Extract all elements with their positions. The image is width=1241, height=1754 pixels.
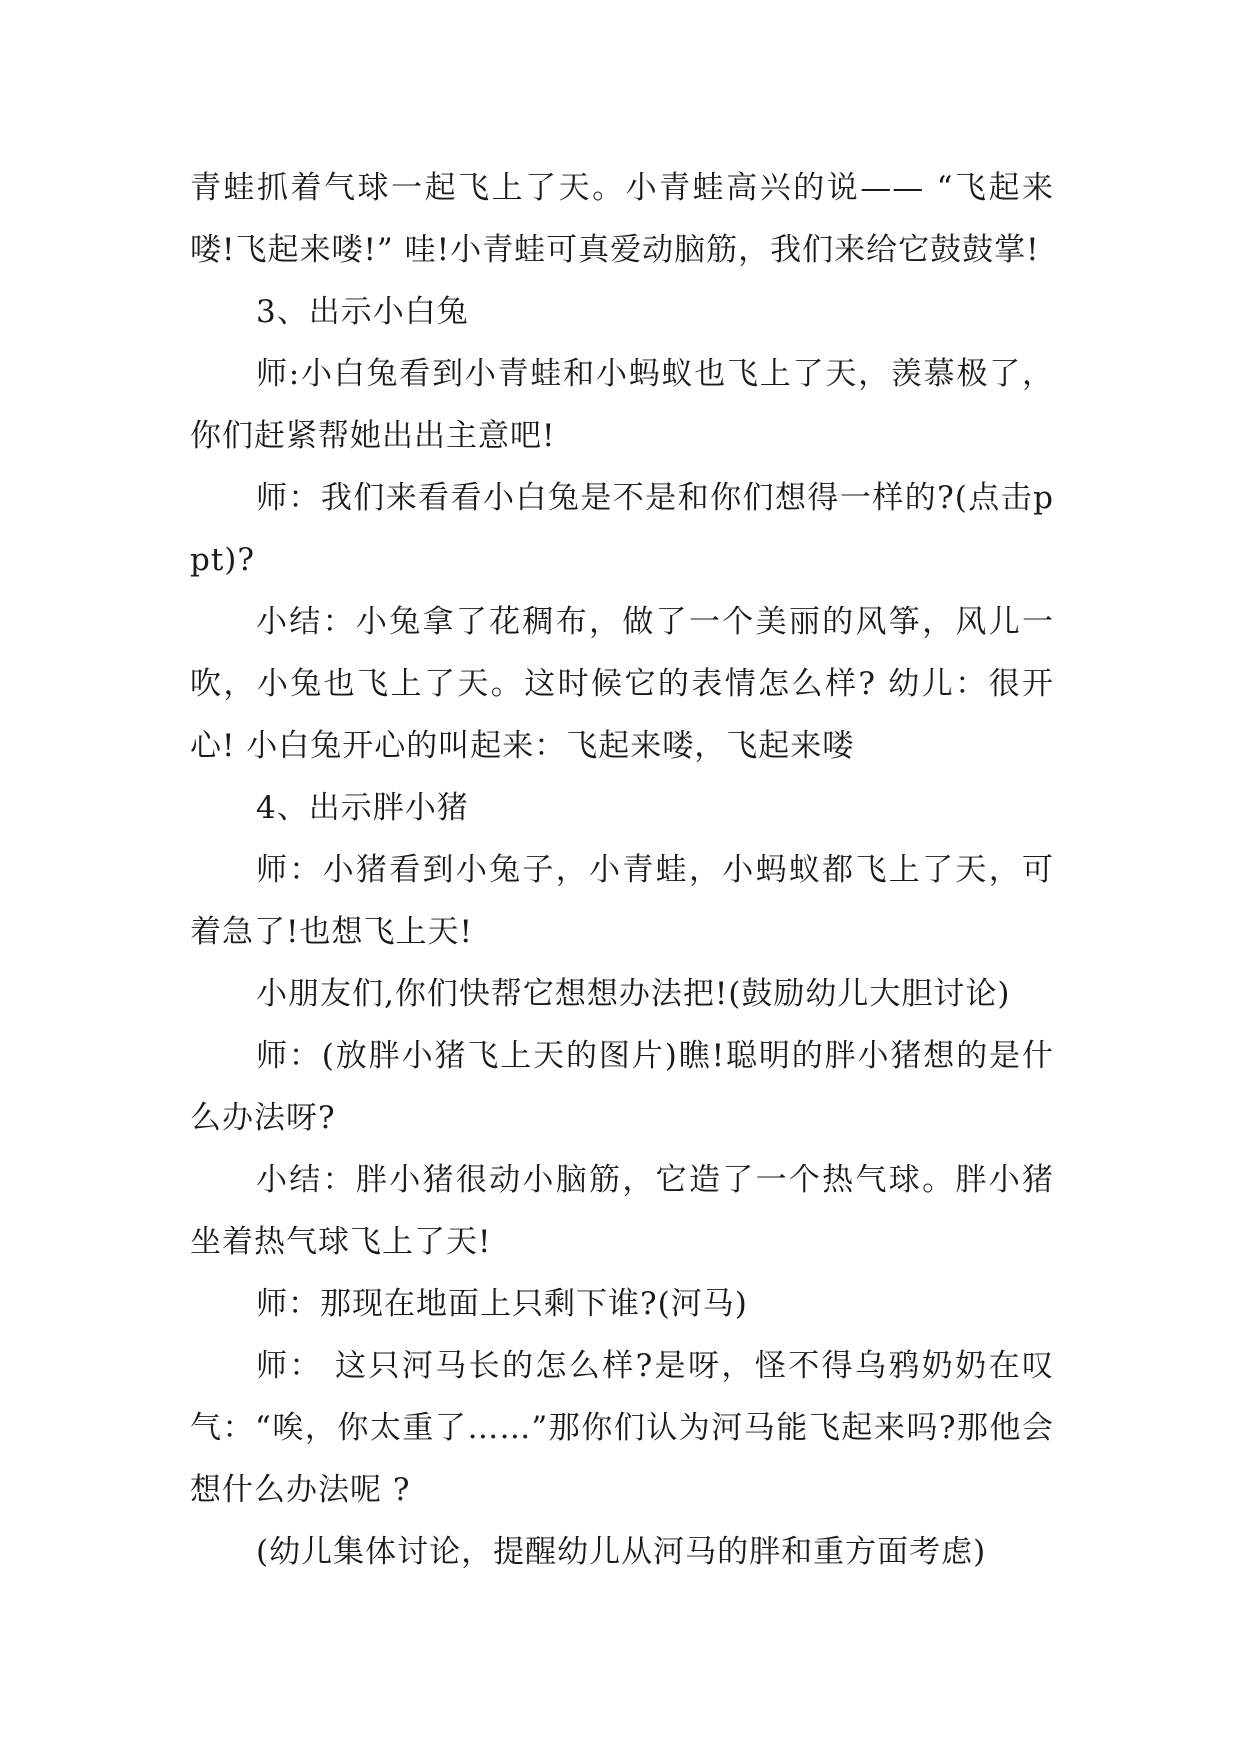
paragraph: 小朋友们,你们快帮它想想办法把!(鼓励幼儿大胆讨论) [256, 976, 1011, 1012]
paragraph: 师： 这只河马长的怎么样?是呀，怪不得乌鸦奶奶在叹气：“唉，你太重了……”那你们认为河马能飞起来吗?那他会想什么办法呢 ? [190, 1348, 1054, 1508]
paragraph: (幼儿集体讨论，提醒幼儿从河马的胖和重方面考虑) [256, 1534, 987, 1570]
section-heading: 3、出示小白兔 [256, 294, 469, 330]
paragraph: 师：我们来看看小白兔是不是和你们想得一样的?(点击ppt)? [190, 480, 1054, 578]
paragraph: 师：小猪看到小兔子，小青蛙，小蚂蚁都飞上了天，可着急了!也想飞上天! [190, 852, 1054, 950]
paragraph: 青蛙抓着气球一起飞上了天。小青蛙高兴的说—— “飞起来喽!飞起来喽!” 哇!小青蛙可真爱动脑筋，我们来给它鼓鼓掌! [190, 170, 1054, 268]
paragraph: 小结：胖小猪很动小脑筋，它造了一个热气球。胖小猪坐着热气球飞上了天! [190, 1162, 1054, 1260]
paragraph: 师：那现在地面上只剩下谁?(河马) [256, 1286, 748, 1322]
document-body [190, 157, 1054, 1583]
section-heading: 4、出示胖小猪 [256, 790, 469, 826]
paragraph: 小结：小兔拿了花稠布，做了一个美丽的风筝，风儿一吹，小兔也飞上了天。这时候它的表情怎么样? 幼儿：很开心! 小白兔开心的叫起来：飞起来喽，飞起来喽 [190, 604, 1054, 764]
paragraph: 师:小白兔看到小青蛙和小蚂蚁也飞上了天，羡慕极了，你们赶紧帮她出出主意吧! [190, 356, 1054, 454]
paragraph: 师：(放胖小猪飞上天的图片)瞧!聪明的胖小猪想的是什么办法呀? [190, 1038, 1054, 1136]
